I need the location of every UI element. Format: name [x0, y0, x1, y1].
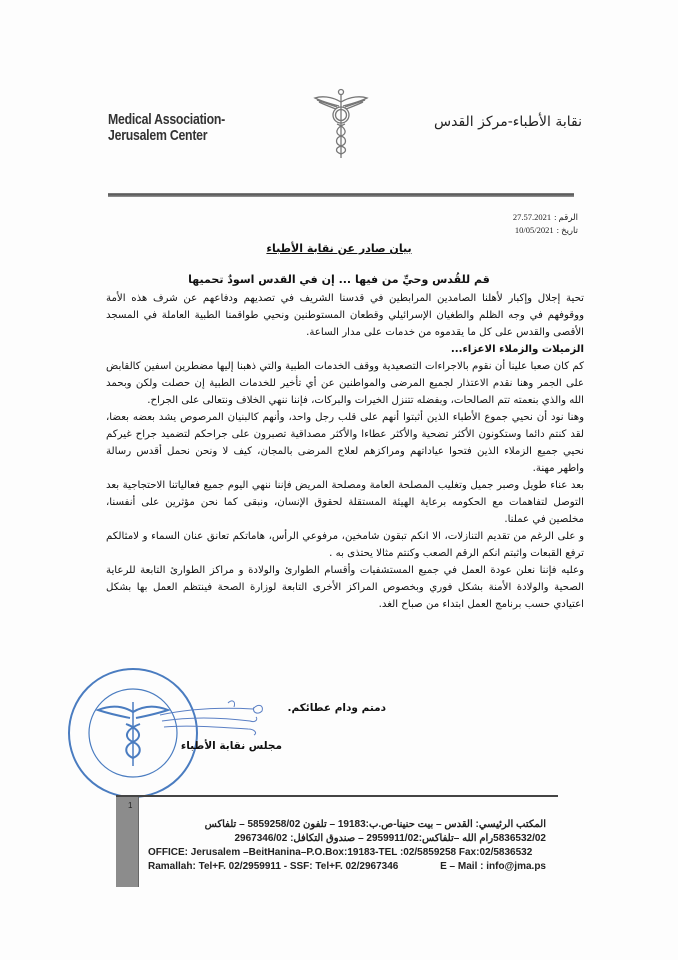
reference-date-label: تاريخ : [556, 225, 578, 235]
paragraph: وهنا نود أن نحيي جموع الأطباء الذين أثبتوا أنهم على قلب رجل واحد، وأنهم كالبنيان المرصوص يشد بعضه بعضا، لقد كنتم دائما وستكونون الأكثر تضحية والأكثر عطاءا والأكثر مصداقية تصبرون على جراحكم لتضميد جراح غيركم نحيي جميع الزملاء الذين فتحوا عياداتهم ومراكزهم لعلاج المرضى بالمجان، كيف لا ونحن نحمل أقدس رسالة واطهر مهنة. [106, 412, 584, 474]
page-number: 1 [128, 801, 133, 810]
document-body [106, 290, 584, 613]
reference-number-label: الرقم : [554, 212, 578, 222]
footer-divider [116, 795, 558, 797]
document-subtitle: قم للقُدس وحيِّ من فيها ... إن في القدس اسودٌ تحميها [188, 273, 490, 286]
footer-contact-english [148, 860, 546, 874]
org-name-english: Medical Association-Jerusalem Center [108, 111, 225, 144]
closing-line: دمتم ودام عطائكم. [287, 702, 386, 714]
signature-scribble-icon [158, 695, 268, 745]
reference-block [510, 211, 578, 237]
reference-number [510, 211, 578, 224]
reference-number-value: 27.57.2021 [512, 212, 552, 222]
footer-email[interactable]: E – Mail : info@jma.ps [440, 861, 546, 872]
paragraph: بعد عناء طويل وصبر جميل وتغليب المصلحة العامة ومصلحة المريض فإننا ننهي اليوم جميع فعالياتنا الاحتجاجية بعد التوصل لتفاهمات مع الحكومه برعاية الهيئة المستقلة لحقوق الإنسان، ونبقى كما نحن مؤثرين على أنفسنا، مخلصين في عملنا. [106, 480, 584, 525]
paragraph: كم كان صعبا علينا أن نقوم بالاجراءات التصعيدية ووقف الخدمات الطبية والتي ذهبنا إليها مضطرين اسفين كالقابض على الجمر وهنا نقدم الاعتذار لجميع المرضى والمواطنين عن أي تأخير للخدمات الطبية إن حصلت ولكن وبحمد الله والذي بنعمته تتم الصالحات، وبفضله تتنزل الخيرات والبركات، فإننا ننهي الخلاف ونتعالى على الجراح. [106, 361, 584, 406]
signature-label: مجلس نقابة الأطباء [180, 740, 282, 752]
paragraph: و على الرغم من تقديم التنازلات، الا انكم تبقون شامخين، مرفوعي الرأس، هاماتكم تعانق عنان السماء و لامثالكم ترفع القبعات واثبتم انكم الرقم الصعب وكنتم مثالا يحتذى به . [106, 531, 584, 559]
footer-ramallah-contact: Ramallah: Tel+F. 02/2959911 - SSF: Tel+F. 02/2967346 [148, 861, 399, 872]
header-divider [108, 193, 574, 197]
footer-address-english: OFFICE: Jerusalem –BeitHanina–P.O.Box:19183-TEL :02/5859258 Fax:02/5836532 [148, 847, 533, 858]
paragraph-heading: الزميلات والزملاء الاعزاء... [450, 344, 584, 355]
footer-address-arabic-1: المكتب الرئيسي: القدس – بيت حنينا-ص.ب:19183 – تلفون 5859258/02 – تلفاكس [204, 819, 546, 830]
footer-address-arabic-2: 5836532/02رام الله –تلفاكس:2959911/02 – صندوق التكافل: 2967346/02 [234, 833, 546, 844]
reference-date [510, 224, 578, 237]
reference-date-value: 10/05/2021 [514, 225, 554, 235]
page-number-box [116, 797, 139, 887]
caduceus-icon [313, 88, 369, 160]
org-name-arabic: نقابة الأطباء-مركز القدس [434, 114, 582, 130]
document-title: بيان صادر عن نقابة الأطباء [266, 242, 412, 255]
paragraph: وعليه فإننا نعلن عودة العمل في جميع المستشفيات وأقسام الطوارئ والولادة و مراكز الطوارئ التابعة للرعاية الصحية والولادة الأمنة بشكل فوري وبخصوص المراكز الأخرى التابعة لوزارة الصحة فينتظم العمل بها بشكل اعتيادي حسب برنامج العمل ابتداء من صباح الغد. [106, 565, 584, 610]
paragraph: تحية إجلال وإكبار لأهلنا الصامدين المرابطين في قدسنا الشريف في تصديهم ودفاعهم عن شرف هذه الأمة ووقوفهم في وجه الظلم والطغيان الإسرائيلي وقطعان المستوطنين ونحيي طواقمنا الطبية العاملة في المسجد الأقصى والقدس على كل ما يقدموه من خدمات على مدار الساعة. [106, 293, 584, 338]
